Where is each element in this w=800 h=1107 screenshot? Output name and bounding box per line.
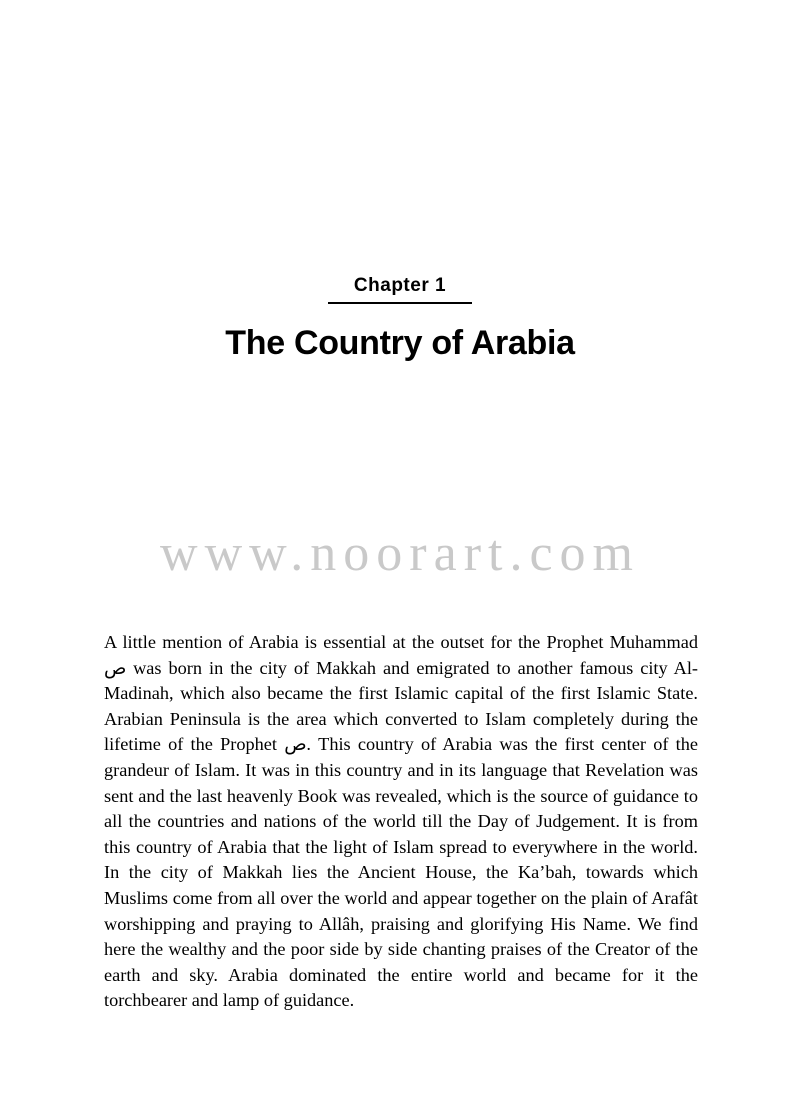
chapter-number-label: Chapter 1	[328, 275, 472, 304]
site-watermark: www.noorart.com	[160, 525, 640, 582]
chapter-title: The Country of Arabia	[225, 324, 575, 362]
chapter-heading-block	[0, 275, 800, 363]
body-paragraph: A little mention of Arabia is essential at the outset for the Prophet Muhammad ص was born in the city of Makkah and emigrated to another famous city Al-Madinah, which also became the first Islamic capital of the first Islamic State. Arabian Peninsula is the area which converted to Islam completely during the lifetime of the Prophet ص. This country of Arabia was the first center of the grandeur of Islam. It was in this country and in its language that Revelation was sent and the last heavenly Book was revealed, which is the source of guidance to all the countries and nations of the world till the Day of Judgement. It is from this country of Arabia that the light of Islam spread to everywhere in the world. In the city of Makkah lies the Ancient House, the Ka’bah, towards which Muslims come from all over the world and appear together on the plain of Arafât worshipping and praying to Allâh, praising and glorifying His Name. We find here the wealthy and the poor side by side chanting praises of the Creator of the earth and sky. Arabia dominated the entire world and became for it the torchbearer and lamp of guidance.	[104, 632, 698, 1011]
body-text-block	[104, 630, 698, 1014]
